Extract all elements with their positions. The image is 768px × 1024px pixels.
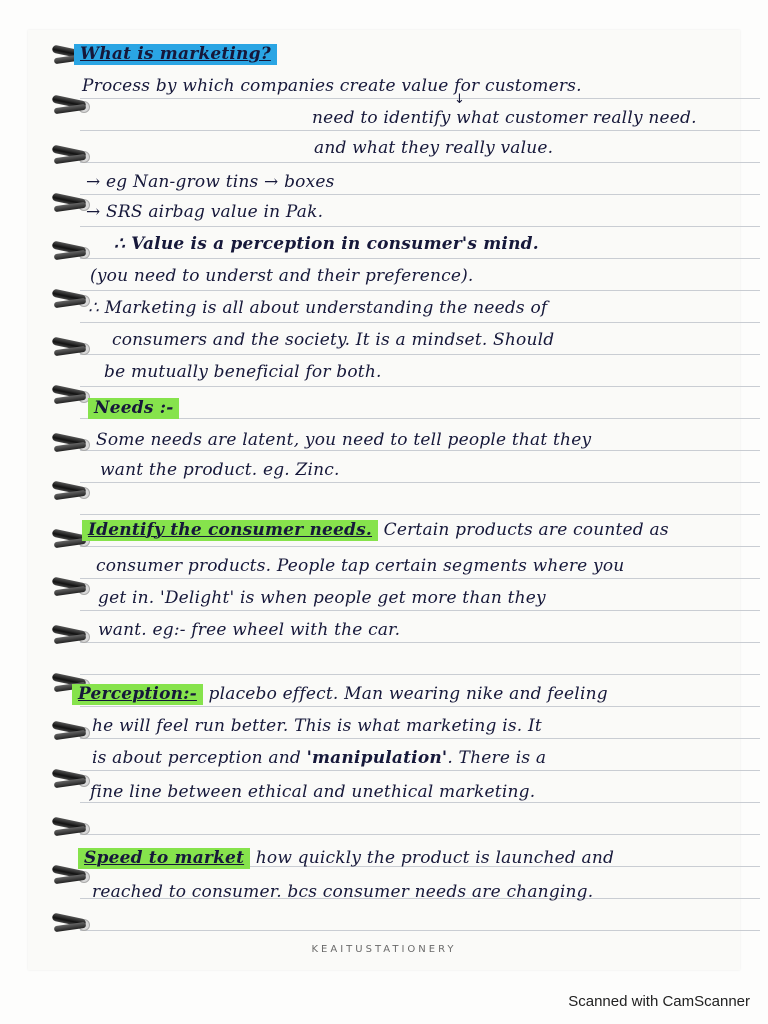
note-line: reached to consumer. bcs consumer needs are changing. — [92, 882, 594, 902]
note-line: get in. 'Delight' is when people get more than they — [98, 588, 546, 608]
note-line: → eg Nan-grow tins → boxes — [86, 172, 335, 192]
ruled-line — [80, 258, 760, 259]
ruled-line — [80, 354, 760, 355]
spiral-ring-icon — [50, 386, 90, 408]
note-line-emphasis: ∴ Value is a perception in consumer's mind. — [114, 234, 539, 254]
ruled-line — [80, 546, 760, 547]
needs-heading-row — [88, 398, 179, 418]
spiral-ring-icon — [50, 770, 90, 792]
note-line: want. eg:- free wheel with the car. — [98, 620, 401, 640]
note-line: → SRS airbag value in Pak. — [86, 202, 324, 222]
ruled-line — [80, 194, 760, 195]
ruled-line — [80, 706, 760, 707]
ruled-line — [80, 98, 760, 99]
ruled-line — [80, 290, 760, 291]
ruled-line — [80, 482, 760, 483]
notes-title-row — [74, 44, 277, 64]
note-line: be mutually beneficial for both. — [104, 362, 382, 382]
note-line: want the product. eg. Zinc. — [100, 460, 340, 480]
note-line: how quickly the product is launched and — [255, 848, 615, 868]
perception-heading-row — [72, 684, 608, 704]
spiral-ring-icon — [50, 146, 90, 168]
note-line: placebo effect. Man wearing nike and feeling — [208, 684, 608, 704]
ruled-line — [80, 226, 760, 227]
spiral-ring-icon — [50, 290, 90, 312]
spiral-ring-icon — [50, 722, 90, 744]
note-line: (you need to underst and their preference). — [90, 266, 474, 286]
notebook-paper — [28, 30, 740, 970]
speed-heading-row — [78, 848, 614, 868]
note-text: . There is a — [447, 748, 547, 768]
ruled-line — [80, 578, 760, 579]
note-line: and what they really value. — [314, 138, 554, 158]
ruled-line — [80, 770, 760, 771]
note-line: need to identify what customer really need. — [312, 108, 697, 128]
note-text-emphasis: 'manipulation' — [306, 748, 448, 768]
note-line: he will feel run better. This is what marketing is. It — [92, 716, 542, 736]
spiral-ring-icon — [50, 338, 90, 360]
ruled-line — [80, 418, 760, 419]
spiral-ring-icon — [50, 96, 90, 118]
note-line: fine line between ethical and unethical marketing. — [90, 782, 536, 802]
needs-heading: Needs :- — [88, 398, 179, 419]
scanner-watermark: Scanned with CamScanner — [568, 993, 750, 1010]
ruled-line — [80, 162, 760, 163]
perception-heading: Perception:- — [72, 684, 203, 705]
ruled-line — [80, 130, 760, 131]
spiral-ring-icon — [50, 578, 90, 600]
note-line: Some needs are latent, you need to tell people that they — [96, 430, 592, 450]
spiral-ring-icon — [50, 818, 90, 840]
ruled-line — [80, 834, 760, 835]
note-line: Certain products are counted as — [383, 520, 669, 540]
ruled-line — [80, 802, 760, 803]
note-line-mixed — [92, 748, 546, 768]
ruled-line — [80, 930, 760, 931]
note-line: Process by which companies create value for customers. — [82, 76, 582, 96]
ruled-line — [80, 322, 760, 323]
spiral-ring-icon — [50, 626, 90, 648]
note-line: consumers and the society. It is a mindset. Should — [112, 330, 555, 350]
ruled-line — [80, 674, 760, 675]
spiral-ring-icon — [50, 194, 90, 216]
stationery-brand: KEAITUSTATIONERY — [311, 944, 457, 955]
spiral-ring-icon — [50, 914, 90, 936]
spiral-ring-icon — [50, 482, 90, 504]
note-line: ∴ Marketing is all about understanding the needs of — [88, 298, 548, 318]
spiral-ring-icon — [50, 242, 90, 264]
ruled-line — [80, 610, 760, 611]
spiral-ring-icon — [50, 434, 90, 456]
ruled-line — [80, 642, 760, 643]
down-arrow-icon: ↓ — [454, 92, 465, 107]
note-text: is about perception and — [92, 748, 301, 768]
ruled-line — [80, 450, 760, 451]
notes-title: What is marketing? — [74, 44, 277, 65]
ruled-line — [80, 386, 760, 387]
ruled-line — [80, 738, 760, 739]
identify-heading-row — [82, 520, 669, 540]
ruled-line — [80, 514, 760, 515]
spiral-ring-icon — [50, 866, 90, 888]
speed-heading: Speed to market — [78, 848, 250, 869]
identify-heading: Identify the consumer needs. — [82, 520, 378, 541]
note-line: consumer products. People tap certain segments where you — [96, 556, 625, 576]
